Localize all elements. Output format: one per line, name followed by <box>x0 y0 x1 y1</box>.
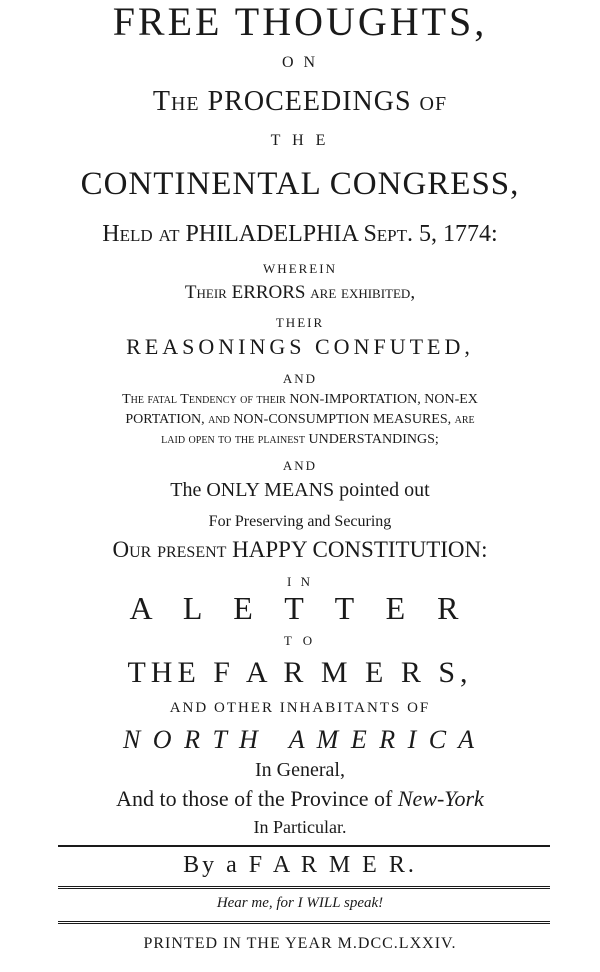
the-line: T H E <box>270 132 330 149</box>
imprint-line: PRINTED IN THE YEAR M.DCC.LXXIV. <box>143 935 457 952</box>
reasonings-line: REASONINGS CONFUTED, <box>126 334 474 359</box>
fatal-line-3: laid open to the plainest UNDERSTANDINGS; <box>161 432 439 447</box>
motto-line: Hear me, for I WILL speak! <box>216 895 384 911</box>
province-line <box>0 788 600 810</box>
rule-middle <box>58 886 550 889</box>
north-america-line: N O R T H A M E R I C A <box>122 725 478 754</box>
new-york-name: New-York <box>397 786 484 811</box>
rule-bottom <box>58 921 550 924</box>
held-line: Held at PHILADELPHIA Sept. 5, 1774: <box>102 221 498 247</box>
their-line: THEIR <box>275 315 325 330</box>
fatal-line-2: PORTATION, and NON-CONSUMPTION MEASURES, are <box>125 412 475 427</box>
wherein-line: WHEREIN <box>263 261 337 276</box>
byline: By a F A R M E R. <box>183 852 417 878</box>
letter-line: A L E T T E R <box>129 590 471 626</box>
to-line: T O <box>283 633 317 648</box>
only-means-line: The ONLY MEANS pointed out <box>170 479 430 501</box>
fatal-line-1: The fatal Tendency of their NON-IMPORTATION, NON-EX <box>122 392 478 407</box>
province-text: And to those of the Province of New-York <box>116 786 484 811</box>
in-particular-line: In Particular. <box>253 817 347 837</box>
in-line: I N <box>287 574 313 589</box>
and-line-1: AND <box>282 371 318 386</box>
preserving-line: For Preserving and Securing <box>208 513 392 530</box>
farmers-line: THE F A R M E R S, <box>127 656 473 689</box>
proceedings-line: The PROCEEDINGS of <box>152 86 448 117</box>
in-general-line: In General, <box>255 759 345 781</box>
constitution-line: Our present HAPPY CONSTITUTION: <box>112 537 488 562</box>
main-title: FREE THOUGHTS, <box>112 0 488 44</box>
and-line-2: AND <box>282 458 318 473</box>
on-line: O N <box>281 54 319 71</box>
rule-top <box>58 845 550 847</box>
congress-line: CONTINENTAL CONGRESS, <box>80 166 520 202</box>
inhabitants-line: AND OTHER INHABITANTS OF <box>169 700 431 716</box>
errors-line: Their ERRORS are exhibited, <box>184 282 416 303</box>
